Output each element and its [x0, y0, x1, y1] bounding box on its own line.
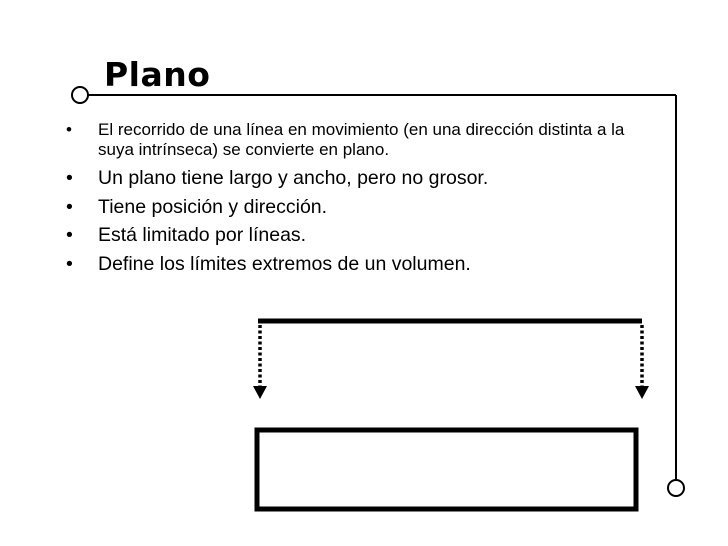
arrow-down-left-icon — [253, 386, 267, 399]
bullet-text: Tiene posición y dirección. — [98, 195, 328, 218]
bullet-icon: • — [66, 195, 73, 218]
bullet-list — [66, 120, 646, 278]
bullet-icon: • — [66, 120, 72, 139]
bullet-text: Un plano tiene largo y ancho, pero no grosor. — [98, 167, 489, 189]
frame-top-left-circle-icon — [72, 87, 88, 103]
bullet-item — [66, 221, 646, 250]
bullet-item — [66, 250, 646, 279]
bullet-item — [66, 193, 646, 222]
bullet-icon: • — [66, 224, 73, 246]
arrow-down-right-icon — [635, 386, 649, 399]
slide-title: Plano — [104, 55, 211, 94]
plane-rectangle — [257, 430, 636, 509]
bullet-text: Está limitado por líneas. — [98, 224, 307, 246]
bullet-icon: • — [66, 252, 73, 275]
bullet-icon: • — [66, 167, 73, 189]
bullet-item — [66, 164, 646, 193]
bullet-text: El recorrido de una línea en movimiento (en una dirección distinta a la suya intrínseca) se convierte en plano. — [98, 120, 625, 159]
frame-bottom-right-circle-icon — [668, 480, 684, 496]
bullet-item — [66, 120, 646, 160]
bullet-text: Define los límites extremos de un volumen. — [98, 252, 471, 275]
